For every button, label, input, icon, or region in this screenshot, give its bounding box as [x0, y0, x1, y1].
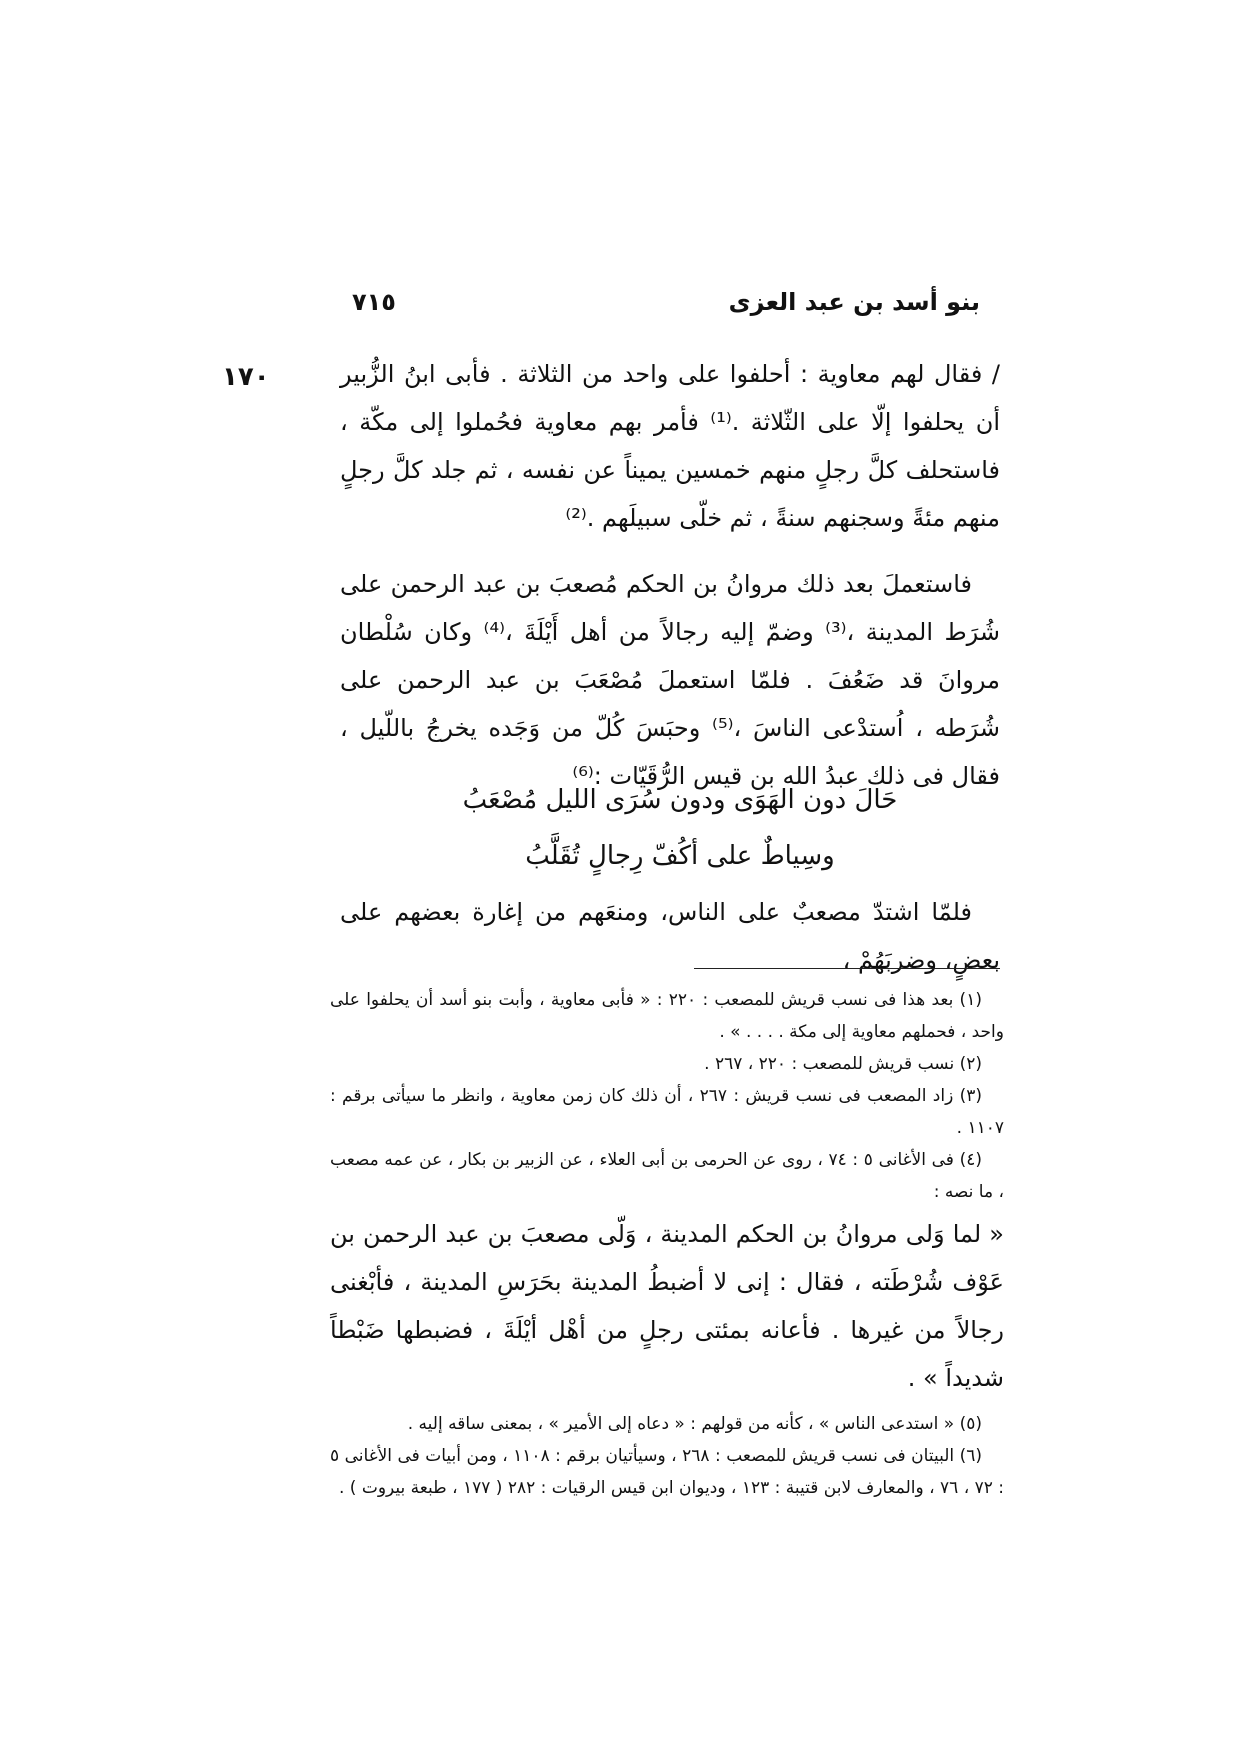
page-number: ٧١٥ — [352, 288, 396, 316]
footnote-2: (٢) نسب قريش للمصعب : ٢٢٠ ، ٢٦٧ . — [704, 1054, 982, 1074]
body-paragraph-2: فاستعملَ بعد ذلك مروانُ بن الحكم مُصعبَ بن عبد الرحمن على شُرَط المدينة ،⁽³⁾ وضمّ إليه رجالاً من أهل أَيْلَةَ ،⁽⁴⁾ وكان سُلْطان مروانَ قد ضَعُفَ . فلمّا استعملَ مُصْعَبَ بن عبد الرحمن على شُرَطه ، اُستدْعى الناسَ ،⁽⁵⁾ وحبَسَ كُلّ من وَجَده يخرجُ باللّيل ، فقال فى ذلك عبدُ الله بن قيس الرُّقَيّات :⁽⁶⁾ — [340, 570, 1000, 790]
verse-line-1: حَالَ دون الهَوَى ودون سُرَى الليل مُصْعَبُ — [462, 785, 898, 815]
footnote-3: (٣) زاد المصعب فى نسب قريش : ٢٦٧ ، أن ذلك كان زمن معاوية ، وانظر ما سيأتى برقم : ١١٠٧ . — [330, 1086, 1004, 1138]
poem-verse — [420, 772, 940, 884]
footnote-5: (٥) « استدعى الناس » ، كأنه من قولهم : « دعاه إلى الأمير » ، بمعنى ساقه إليه . — [407, 1414, 982, 1434]
running-header — [340, 288, 980, 328]
footnote-1: (١) بعد هذا فى نسب قريش للمصعب : ٢٢٠ : « فأبى معاوية ، وأبت بنو أسد أن يحلفوا على واحد ، فحملهم معاوية إلى مكة . . . . » . — [330, 990, 1004, 1042]
body-paragraph-3: فلمّا اشتدّ مصعبٌ على الناس، ومنعَهم من إغارة بعضهم على بعضٍ، وضربَهُمْ ، — [340, 898, 1000, 974]
verse-line-2: وسِياطٌ على أكُفّ رِجالٍ تُقَلَّبُ — [525, 841, 835, 871]
margin-reference-number: ١٧٠ — [222, 362, 270, 392]
body-paragraph-1: / فقال لهم معاوية : أحلفوا على واحد من الثلاثة . فأبى ابنُ الزُّبير أن يحلفوا إلّا على الثّلاثة .⁽¹⁾ فأمر بهم معاوية فحُملوا إلى مكّة ، فاستحلف كلَّ رجلٍ منهم خمسين يميناً عن نفسه ، ثم جلد كلَّ رجلٍ منهم مئةً وسجنهم سنةً ، ثم خلّى سبيلَهم .⁽²⁾ — [340, 360, 1000, 532]
footnotes — [330, 984, 1004, 1504]
footnote-4: (٤) فى الأغانى ٥ : ٧٤ ، روى عن الحرمى بن أبى العلاء ، عن الزبير بن بكار ، عن عمه مصعب ، ما نصه : — [330, 1150, 1004, 1202]
footnote-divider — [694, 968, 1000, 969]
footnote-4-quotation: « لما وَلى مروانُ بن الحكم المدينة ، وَلّى مصعبَ بن عبد الرحمن بن عَوْف شُرْطَته ، فقال : إنى لا أضبطُ المدينة بحَرَسِ المدينة ، فأبْغنى رجالاً من غيرها . فأعانه بمئتى رجلٍ من أهْل أيْلَةَ ، فضبطها ضَبْطاً شديداً » . — [330, 1220, 1004, 1392]
footnote-6: (٦) البيتان فى نسب قريش للمصعب : ٢٦٨ ، وسيأتيان برقم : ١١٠٨ ، ومن أبيات فى الأغانى ٥ : ٧٢ ، ٧٦ ، والمعارف لابن قتيبة : ١٢٣ ، وديوان ابن قيس الرقيات : ٢٨٢ ( ١٧٧ ، طبعة بيروت ) . — [330, 1446, 1004, 1498]
running-title: بنو أسد بن عبد العزى — [728, 288, 980, 316]
